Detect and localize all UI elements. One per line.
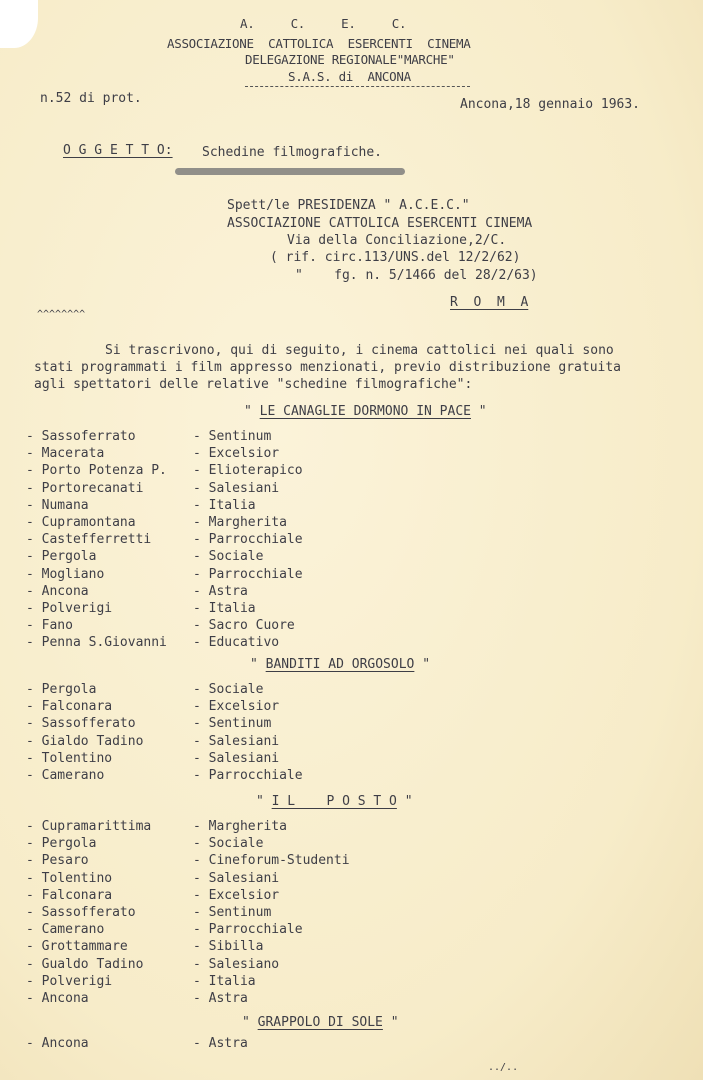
cinema-name: - Italia [193,973,256,989]
cinema-list [0,681,703,784]
list-item [0,767,703,784]
town-name: - Polverigi [26,600,113,616]
cinema-name: - Parrocchiale [193,532,303,548]
recipient-city: R O M A [450,295,529,310]
list-item [0,870,703,887]
recipient-line: Spett/le PRESIDENZA " A.C.E.C." [227,198,470,213]
cinema-name: - Parrocchiale [193,767,303,783]
cinema-name: - Parrocchiale [193,566,303,582]
cinema-name: - Salesiano [193,956,280,972]
list-item [0,835,703,852]
cinema-name: - Sentinum [193,716,272,732]
recipient-address: Via della Conciliazione,2/C. [287,233,507,248]
town-name: - Camerano [26,767,105,783]
cinema-name: - Parrocchiale [193,922,303,938]
list-item [0,990,703,1007]
quote-mark: " [396,794,413,809]
body-line: Si trascrivono, qui di seguito, i cinema cattolici nei quali sono [105,343,614,358]
list-item [0,715,703,732]
quote-mark: " [244,404,260,419]
list-item [0,445,703,462]
town-name: - Portorecanati [26,480,144,496]
body-line: stati programmati i film appresso menzionati, previo distribuzione gratuita [34,360,621,375]
town-name: - Ancona [26,583,89,599]
town-name: - Tolentino [26,750,113,766]
cinema-name: - Sentinum [193,429,272,444]
separator: ^^^^^^^^ [37,309,86,320]
cinema-name: - Cineforum-Studenti [193,853,350,869]
section-title [244,404,487,419]
recipient-reference: ( rif. circ.113/UNS.del 12/2/62) [270,250,521,265]
town-name: - Castefferretti [26,532,152,548]
torn-corner [0,0,38,48]
list-item [0,681,703,698]
cinema-list [0,818,703,1007]
town-name: - Mogliano [26,566,105,582]
list-item [0,600,703,617]
cinema-name: - Salesiani [193,480,280,496]
cinema-name: - Margherita [193,514,287,530]
letterhead-delegation: DELEGAZIONE REGIONALE"MARCHE" [245,52,455,67]
letterhead-section: S.A.S. di ANCONA [288,69,411,84]
list-item [0,887,703,904]
recipient-reference: " fg. n. 5/1466 del 28/2/63) [295,268,538,283]
town-name: - Falconara [26,887,113,903]
town-name: - Penna S.Giovanni [26,635,167,651]
letterhead-association: ASSOCIAZIONE CATTOLICA ESERCENTI CINEMA [167,36,471,51]
list-item [0,548,703,565]
town-name: - Porto Potenza P. [26,463,167,479]
list-item [0,852,703,869]
town-name: - Gialdo Tadino [26,733,144,749]
list-item [0,566,703,583]
list-item [0,634,703,651]
town-name: - Grottammare [26,939,128,955]
section-title [242,1015,399,1030]
film-title: GRAPPOLO DI SOLE [257,1015,383,1030]
list-item [0,733,703,750]
town-name: - Gualdo Tadino [26,956,144,972]
film-title: BANDITI AD ORGOSOLO [265,657,415,672]
letterhead-divider [245,86,470,87]
list-item [0,531,703,548]
town-name: - Pergola [26,836,97,852]
town-name: - Pesaro [26,853,89,869]
quote-mark: " [250,657,266,672]
list-item [0,583,703,600]
subject-text: Schedine filmografiche. [202,145,383,160]
cinema-name: - Elioterapico [193,463,303,479]
cinema-name: - Astra [193,583,248,599]
town-name: - Cupramontana [26,514,136,530]
cinema-name: - Sibilla [193,939,264,955]
quote-mark: " [242,1015,258,1030]
cinema-name: - Excelsior [193,446,280,462]
town-name: - Falconara [26,699,113,715]
list-item [0,921,703,938]
town-name: - Ancona [26,990,89,1006]
town-name: - Camerano [26,922,105,938]
cinema-name: - Margherita [193,819,287,834]
section-title [250,657,430,672]
list-item [0,973,703,990]
cinema-name: - Astra [193,990,248,1006]
quote-mark: " [382,1015,399,1030]
letter-date: Ancona,18 gennaio 1963. [460,97,641,112]
town-name: - Macerata [26,446,105,462]
recipient-line: ASSOCIAZIONE CATTOLICA ESERCENTI CINEMA [227,216,533,231]
cinema-name: - Italia [193,497,256,513]
protocol-number: n.52 di prot. [40,91,142,106]
list-item [0,480,703,497]
film-title: LE CANAGLIE DORMONO IN PACE [259,404,471,419]
body-line: agli spettatori delle relative "schedine filmografiche": [34,377,473,392]
film-title: I L P O S T O [271,794,397,809]
cinema-name: - Sociale [193,549,264,565]
cinema-name: - Sacro Cuore [193,618,295,634]
town-name: - Ancona [26,1036,89,1051]
list-item [0,428,703,445]
town-name: - Pergola [26,549,97,565]
cinema-name: - Sociale [193,836,264,852]
list-item [0,462,703,479]
cinema-name: - Sociale [193,682,264,697]
quote-mark: " [414,657,431,672]
town-name: - Polverigi [26,973,113,989]
cinema-name: - Italia [193,600,256,616]
cinema-name: - Astra [193,1036,248,1051]
cinema-name: - Excelsior [193,699,280,715]
list-item [0,617,703,634]
list-item [0,956,703,973]
section-title [256,794,413,809]
town-name: - Sassofferato [26,904,136,920]
town-name: - Cupramarittima [26,819,152,834]
cinema-list [0,1035,703,1052]
list-item [0,698,703,715]
list-item [0,904,703,921]
cinema-name: - Sentinum [193,904,272,920]
town-name: - Tolentino [26,870,113,886]
town-name: - Numana [26,497,89,513]
cinema-name: - Educativo [193,635,280,651]
strikethrough-mark [175,168,405,175]
list-item [0,497,703,514]
list-item [0,818,703,835]
list-item [0,514,703,531]
town-name: - Sassofferato [26,716,136,732]
town-name: - Sassoferrato [26,429,136,444]
cinema-list [0,428,703,651]
list-item [0,938,703,955]
town-name: - Fano [26,618,73,634]
letterhead-acronym: A. C. E. C. [240,16,407,31]
quote-mark: " [256,794,272,809]
cinema-name: - Salesiani [193,750,280,766]
page-continuation-marker: ../.. [488,1062,519,1073]
list-item [0,750,703,767]
cinema-name: - Salesiani [193,733,280,749]
subject-label: O G G E T T O: [63,143,173,158]
quote-mark: " [470,404,487,419]
cinema-name: - Excelsior [193,887,280,903]
town-name: - Pergola [26,682,97,697]
cinema-name: - Salesiani [193,870,280,886]
list-item [0,1035,703,1052]
